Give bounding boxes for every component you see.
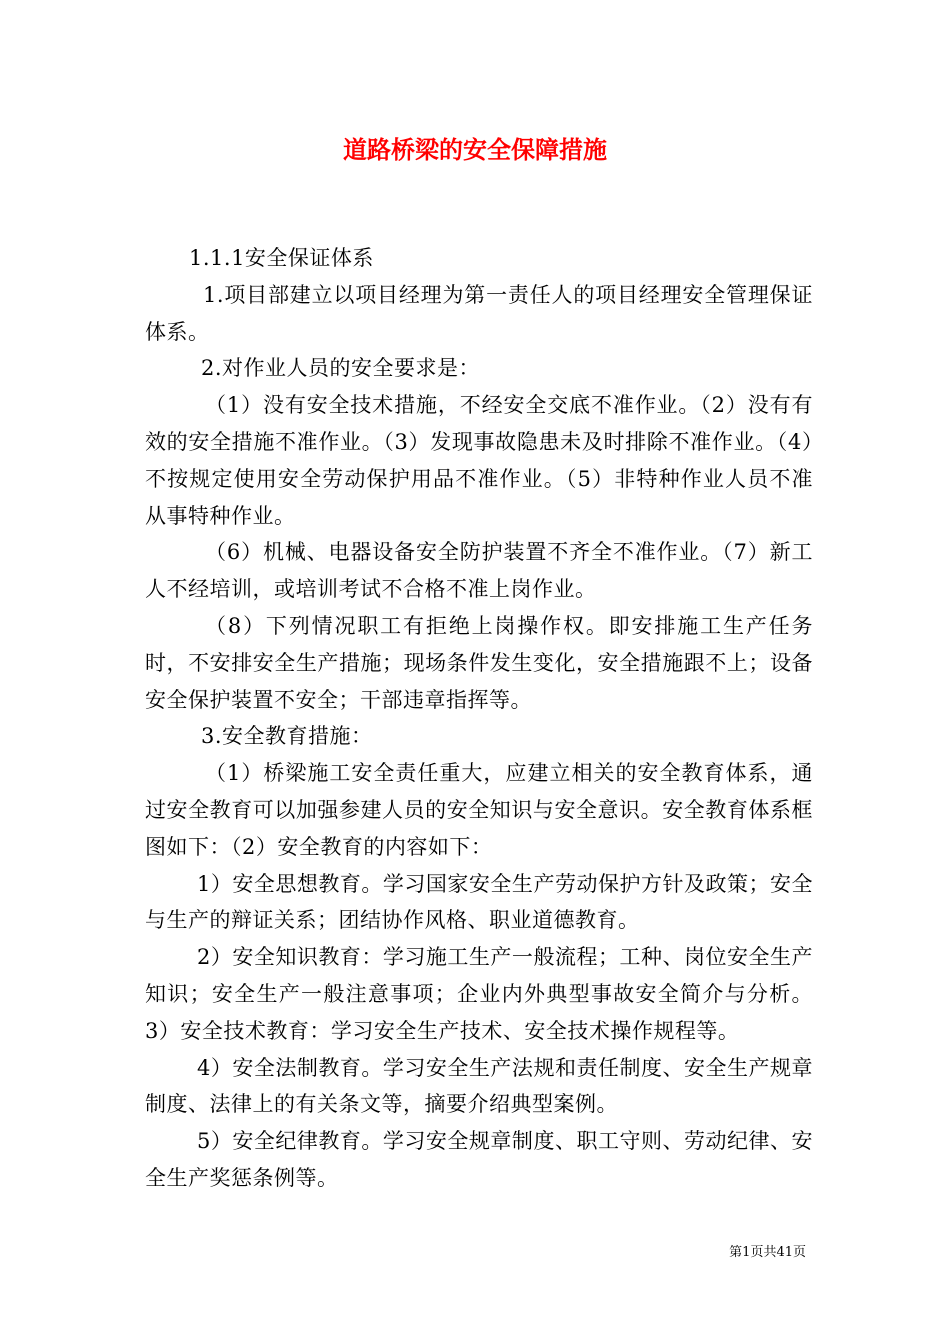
paragraph: 2.对作业人员的安全要求是： [201,356,481,381]
paragraph: 2）安全知识教育：学习施工生产一般流程；工种、岗位安全生产知识；安全生产一般注意事项；企业内外典型事故安全简介与分析。3）安全技术教育：学习安全生产技术、安全技术操作规程等。 [145,945,813,1043]
document-body [145,240,813,1197]
page-title: 道路桥梁的安全保障措施 [343,135,607,164]
paragraph: （1）没有安全技术措施，不经安全交底不准作业。（2）没有有效的安全措施不准作业。（3）发现事故隐患未及时排除不准作业。（4）不按规定使用安全劳动保护用品不准作业。（5）非特种作业人员不准从事特种作业。 [145,393,813,528]
section-heading: 1.1.1安全保证体系 [189,246,374,270]
paragraph: 4）安全法制教育。学习安全生产法规和责任制度、安全生产规章制度、法律上的有关条文等，摘要介绍典型案例。 [145,1055,813,1117]
page-number: 第1页共41页 [729,1245,806,1260]
paragraph: 1）安全思想教育。学习国家安全生产劳动保护方针及政策；安全与生产的辩证关系；团结协作风格、职业道德教育。 [145,871,813,933]
paragraph: 5）安全纪律教育。学习安全规章制度、职工守则、劳动纪律、安全生产奖惩条例等。 [145,1129,813,1190]
paragraph: （1）桥梁施工安全责任重大，应建立相关的安全教育体系，通过安全教育可以加强参建人员的安全知识与安全意识。安全教育体系框图如下：（2）安全教育的内容如下： [145,761,813,859]
paragraph: 3.安全教育措施： [201,724,373,749]
paragraph: （6）机械、电器设备安全防护装置不齐全不准作业。（7）新工人不经培训，或培训考试不合格不准上岗作业。 [145,540,813,602]
paragraph: 1.项目部建立以项目经理为第一责任人的项目经理安全管理保证体系。 [145,282,813,344]
paragraph: （8）下列情况职工有拒绝上岗操作权。即安排施工生产任务时，不安排安全生产措施；现场条件发生变化，安全措施跟不上；设备安全保护装置不安全；干部违章指挥等。 [145,613,813,712]
